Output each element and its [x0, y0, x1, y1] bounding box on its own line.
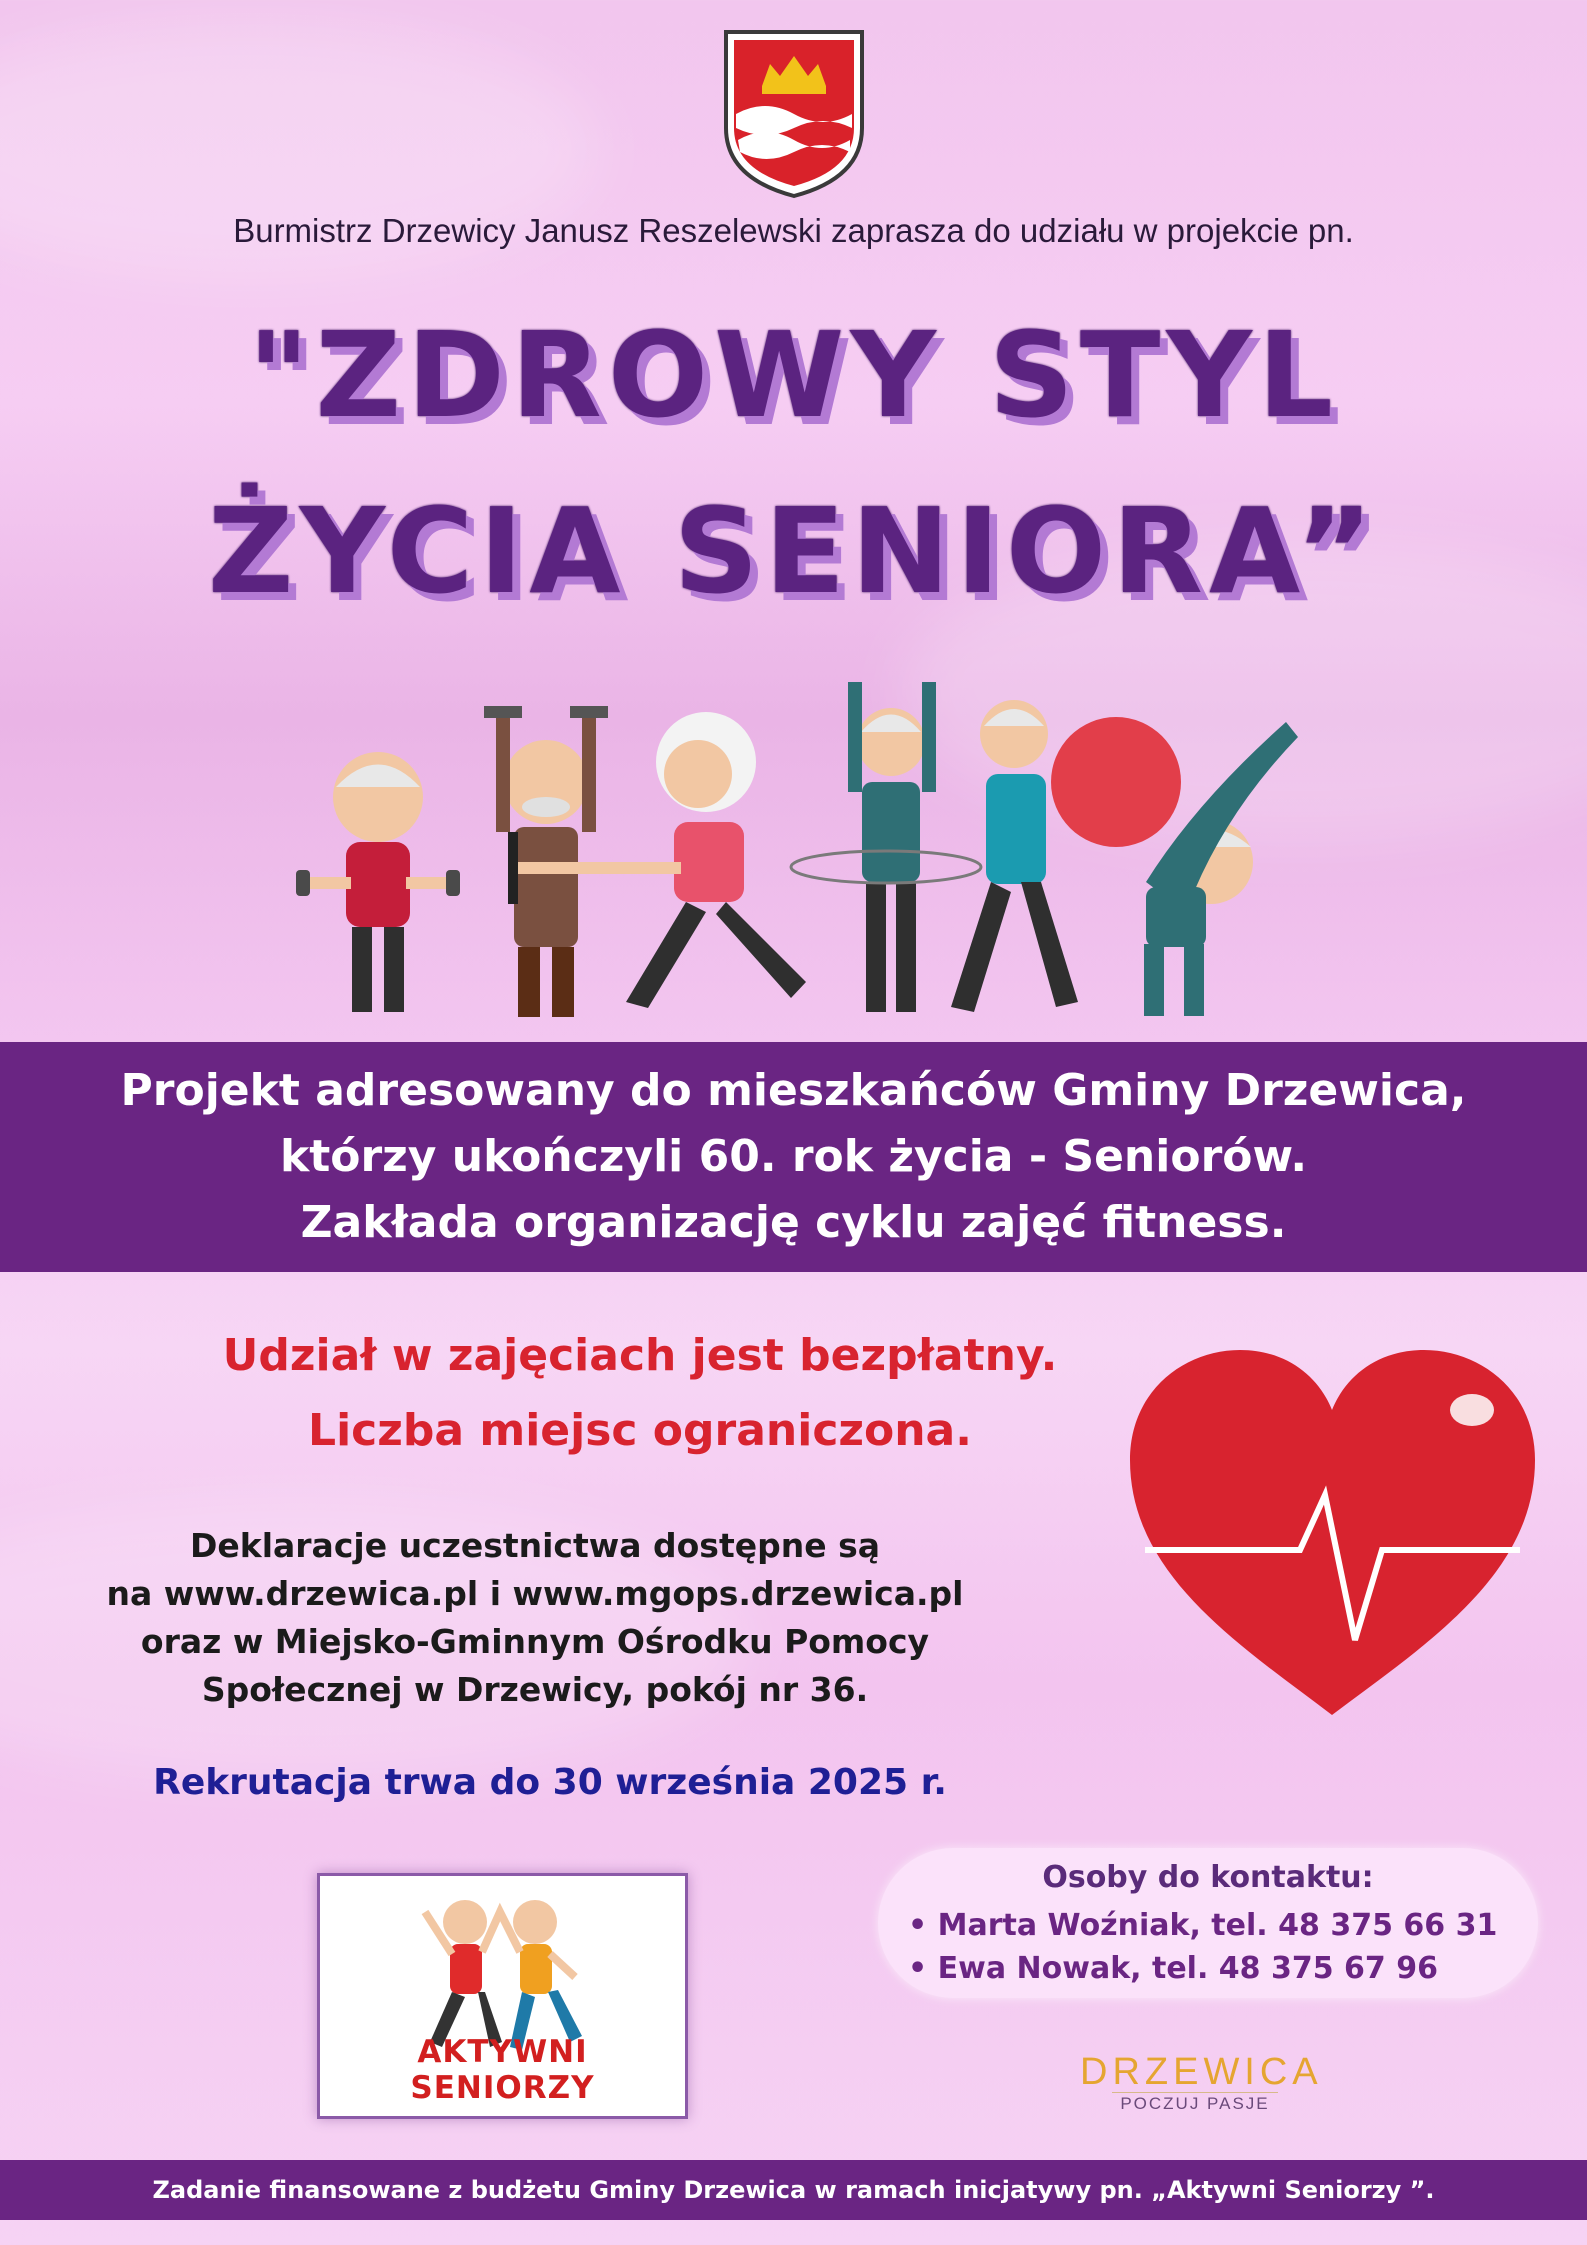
heartbeat-heart-icon: [1120, 1345, 1545, 1725]
contact-title: Osoby do kontaktu:: [1042, 1860, 1374, 1895]
invitation-text: Burmistrz Drzewicy Janusz Reszelewski zaprasza do udziału w projekcie pn.: [233, 212, 1354, 249]
banner-line-1: Projekt adresowany do mieszkańców Gminy Drzewica,: [120, 1065, 1467, 1116]
coat-of-arms-icon: [722, 28, 866, 200]
senior-dumbbells-figure: [296, 752, 460, 1012]
senior-lifting-figure: [484, 706, 608, 1017]
town-logo-slogan: POCZUJ PASJE: [1112, 2092, 1277, 2115]
declaration-line: oraz w Miejsko-Gminnym Ośrodku Pomocy: [140, 1622, 930, 1661]
drzewica-town-logo: [1080, 2051, 1323, 2115]
declaration-info: [30, 1522, 1040, 1714]
contact-item: • Ewa Nowak, tel. 48 375 67 96: [908, 1951, 1438, 1986]
declaration-line: Społecznej w Drzewicy, pokój nr 36.: [201, 1670, 869, 1709]
seniors-exercising-illustration: [296, 682, 1306, 1022]
logo-text: AKTYWNI SENIORZY: [410, 2034, 595, 2106]
contact-box: [878, 1848, 1538, 1998]
funding-footer: [0, 2160, 1587, 2220]
contact-item: • Marta Woźniak, tel. 48 375 66 31: [908, 1908, 1498, 1943]
project-description-banner: [0, 1042, 1587, 1272]
declaration-line: Deklaracje uczestnictwa dostępne są: [189, 1526, 881, 1565]
footer-text: Zadanie finansowane z budżetu Gminy Drzewica w ramach inicjatywy pn. „Aktywni Seniorzy ”.: [152, 2176, 1435, 2204]
dancing-seniors-icon: [370, 1882, 630, 2057]
recruitment-deadline: Rekrutacja trwa do 30 września 2025 r.: [153, 1762, 947, 1803]
page-title-line2: ŻYCIA SENIORA”: [207, 482, 1380, 620]
aktywni-seniorzy-logo: [317, 1873, 688, 2119]
page-title-line1: "ZDROWY STYL: [248, 306, 1339, 444]
free-participation-text: Udział w zajęciach jest bezpłatny.: [222, 1330, 1058, 1381]
declaration-line: na www.drzewica.pl i www.mgops.drzewica.pl: [106, 1574, 964, 1613]
banner-line-3: Zakłada organizację cyklu zajęć fitness.: [300, 1197, 1287, 1248]
senior-hula-hoop-figure: [791, 682, 981, 1012]
banner-line-2: którzy ukończyli 60. rok życia - Seniorów.: [279, 1131, 1308, 1182]
limited-places-text: Liczba miejsc ograniczona.: [308, 1405, 972, 1456]
town-logo-name: DRZEWICA: [1080, 2051, 1323, 2093]
